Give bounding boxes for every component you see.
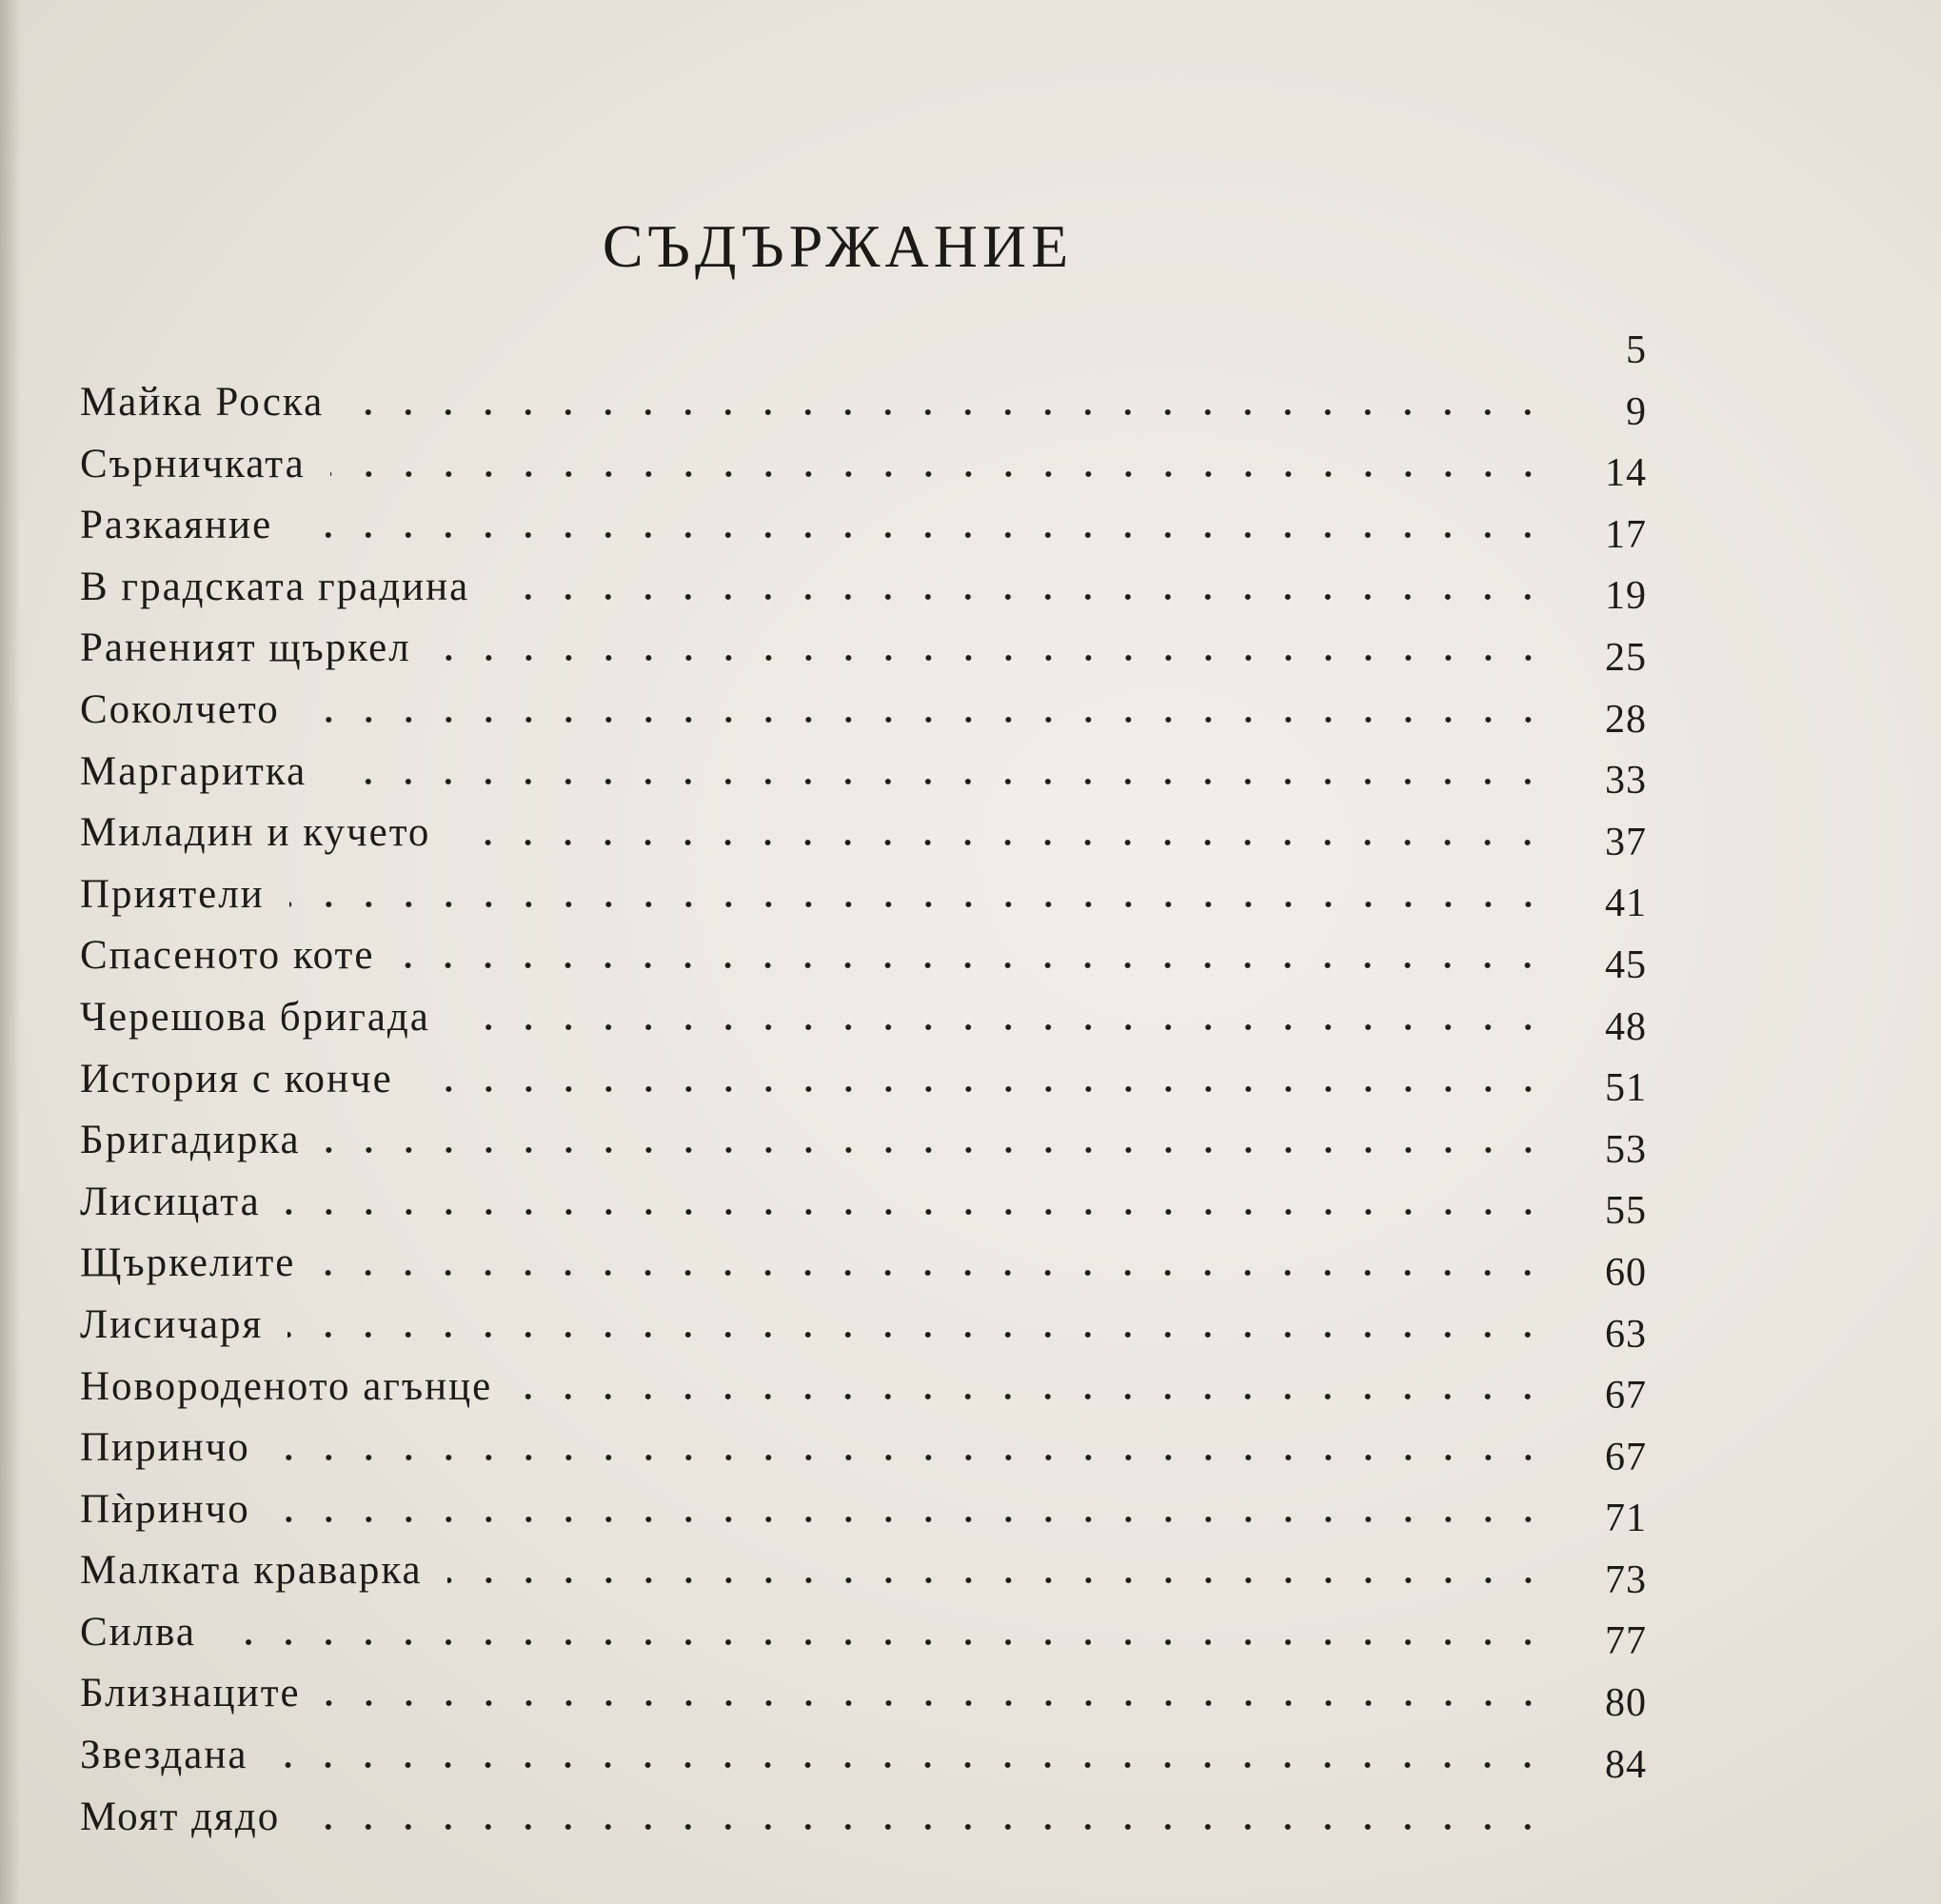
dot-leader (447, 1576, 1548, 1585)
dot-leader (494, 592, 1548, 602)
toc-entry-page-number: 45 (1605, 942, 1647, 987)
toc-entry-title: Малката краварка (80, 1548, 423, 1594)
toc-entry-title: Спасеното коте (80, 933, 375, 979)
toc-entry-page-number: 14 (1605, 451, 1647, 496)
toc-entry-title: Сърничката (80, 441, 306, 486)
toc-entry-title: Моят дядо (80, 1794, 281, 1839)
dot-leader (297, 530, 1548, 540)
toc-entry-title: Приятели (80, 871, 265, 917)
toc-entry-title: Щъркелите (80, 1240, 296, 1286)
toc-entry-page-number: 37 (1605, 820, 1647, 864)
dot-leader (455, 838, 1548, 847)
dot-leader (286, 1207, 1548, 1217)
dot-leader (320, 1268, 1548, 1278)
toc-entry-page-number: 5 (1626, 328, 1647, 372)
toc-entry-page-number: 25 (1605, 635, 1647, 680)
spine-shadow (0, 0, 21, 1904)
toc-entry-page-number: 33 (1605, 759, 1647, 803)
dot-leader (221, 1637, 1548, 1647)
dot-leader (326, 1145, 1548, 1155)
toc-entry-title: Лисичаря (80, 1301, 264, 1347)
dot-leader (348, 407, 1548, 417)
page-title: СЪДЪРЖАНИЕ (602, 212, 1074, 280)
toc-entry-title: Пиринчо (80, 1425, 250, 1471)
toc-entry-page-number: 17 (1605, 512, 1647, 557)
toc-entry-page-number: 41 (1605, 882, 1647, 926)
dot-leader (436, 653, 1548, 663)
toc-entry-page-number: 60 (1605, 1250, 1647, 1295)
toc-entry-title: Раненият щъркел (80, 625, 411, 671)
dot-leader (330, 469, 1548, 479)
toc-entry-page-number: 28 (1605, 697, 1647, 742)
toc-entry-page-number: 19 (1605, 574, 1647, 619)
toc-entry-page-number: 53 (1605, 1127, 1647, 1172)
toc-entry-title: Разкаяние (80, 503, 273, 548)
table-of-contents (80, 328, 1647, 1841)
toc-entry-page-number: 71 (1605, 1497, 1647, 1541)
toc-entry-page-number: 80 (1605, 1681, 1647, 1726)
dot-leader (275, 1515, 1548, 1524)
dot-leader (399, 961, 1548, 970)
toc-entry-title: Близнаците (80, 1671, 301, 1716)
toc-entry-title: Бригадирка (80, 1118, 301, 1163)
toc-entry-title: Звездана (80, 1733, 248, 1778)
dot-leader (305, 715, 1548, 724)
dot-leader (326, 1698, 1548, 1708)
toc-entry-page-number: 77 (1605, 1619, 1647, 1664)
toc-entry-title: Новороденото агънце (80, 1363, 493, 1409)
toc-entry-page-number: 55 (1605, 1189, 1647, 1234)
dot-leader (455, 1022, 1548, 1032)
toc-entry-page-number: 84 (1605, 1742, 1647, 1787)
dot-leader (305, 1822, 1548, 1832)
toc-entry-title: История с конче (80, 1056, 393, 1101)
dot-leader (275, 1453, 1548, 1462)
toc-entry-title: Лисицата (80, 1179, 261, 1224)
toc-entry-page-number: 67 (1605, 1374, 1647, 1418)
toc-entry-title: Маргаритка (80, 748, 307, 794)
dot-leader (418, 1084, 1548, 1094)
toc-entry-page-number: 73 (1605, 1557, 1647, 1602)
toc-entry (80, 328, 1647, 427)
toc-entry-page-number: 63 (1605, 1312, 1647, 1357)
toc-entry-title: Соколчето (80, 686, 280, 732)
toc-entry-title: Силва (80, 1609, 196, 1655)
dot-leader (289, 900, 1548, 909)
toc-entry-title: В градската градина (80, 564, 470, 609)
toc-entry-title: Черешова бригада (80, 994, 430, 1040)
dot-leader (331, 777, 1548, 786)
toc-entry-page-number: 48 (1605, 1004, 1647, 1049)
dot-leader (517, 1392, 1548, 1401)
dot-leader (287, 1330, 1548, 1339)
dot-leader (272, 1760, 1548, 1770)
toc-entry-page-number: 51 (1605, 1066, 1647, 1111)
toc-entry-title: Миладин и кучето (80, 810, 431, 856)
toc-entry-title: Пѝринчо (80, 1486, 250, 1532)
toc-entry-page-number: 9 (1626, 389, 1647, 434)
toc-entry-title: Майка Роска (80, 380, 325, 425)
toc-entry-page-number: 67 (1605, 1435, 1647, 1479)
